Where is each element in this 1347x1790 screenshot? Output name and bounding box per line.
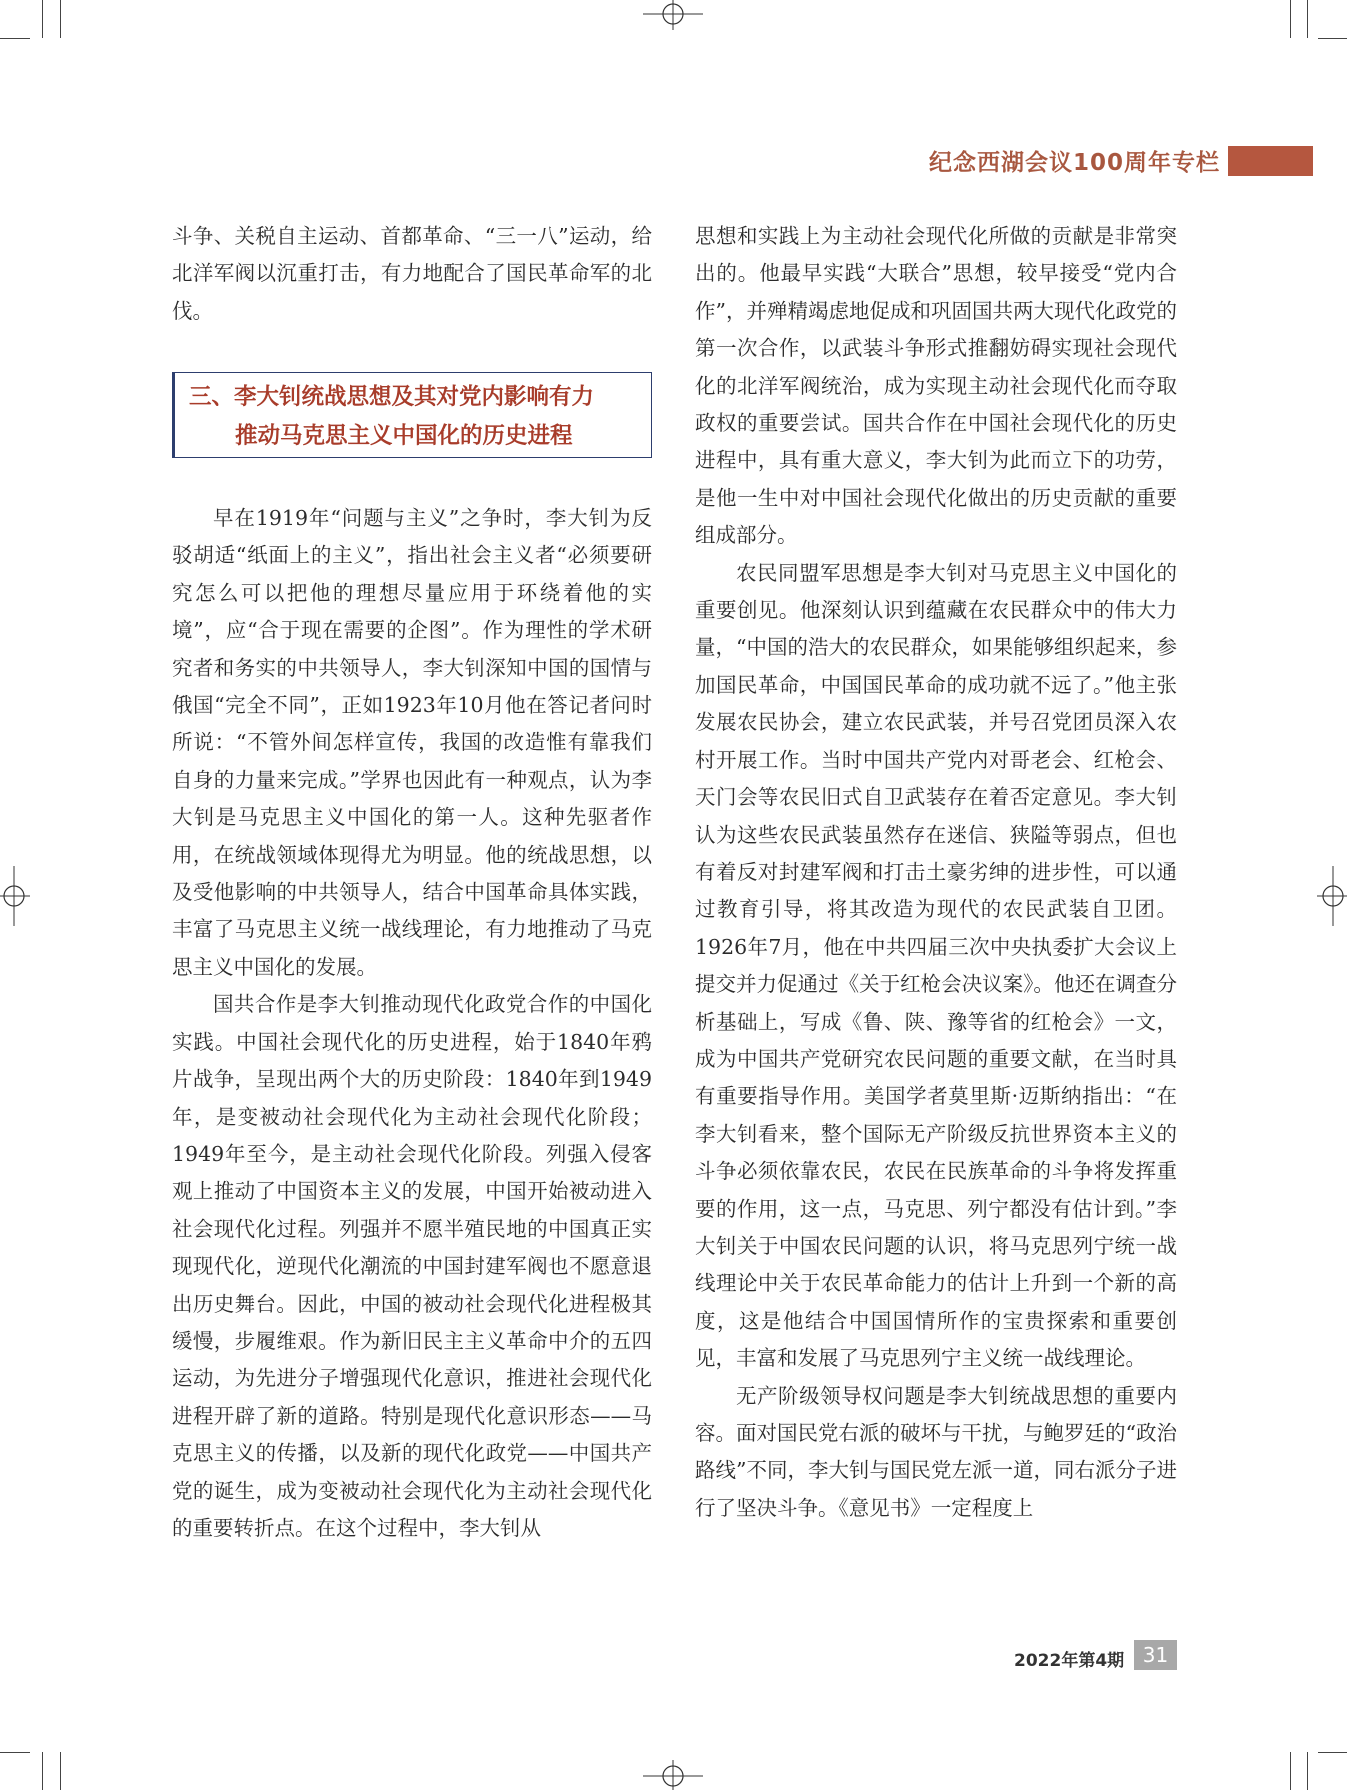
crop-mark-bottom-left-v [42,1752,43,1790]
crop-mark-bottom-left-h [0,1752,30,1753]
crop-mark-top-left-v [42,0,43,38]
section-heading [185,378,645,456]
crop-mark-top-left-h [0,38,30,39]
registration-mark-top-icon [643,0,703,30]
section-heading-line-1: 三、李大钊统战思想及其对党内影响有力 [189,384,595,410]
left-column [172,218,652,330]
paragraph: 斗争、关税自主运动、首都革命、“三一八”运动，给北洋军阀以沉重打击，有力地配合了国民革命军的北伐。 [172,224,652,323]
right-column [695,218,1177,1527]
paragraph: 思想和实践上为主动社会现代化所做的贡献是非常突出的。他最早实践“大联合”思想，较早接受“党内合作”，并殚精竭虑地促成和巩固国共两大现代化政党的第一次合作，以武装斗争形式推翻妨碍实现社会现代化的北洋军阀统治，成为实现主动社会现代化而夺取政权的重要尝试。国共合作在中国社会现代化的历史进程中，具有重大意义，李大钊为此而立下的功劳，是他一生中对中国社会现代化做出的历史贡献的重要组成部分。 [695,224,1177,548]
crop-mark-bottom-right-v2 [1307,1752,1308,1790]
registration-mark-right-icon [1317,866,1347,926]
crop-mark-top-right-h [1318,38,1347,39]
paragraph: 早在1919年“问题与主义”之争时，李大钊为反驳胡适“纸面上的主义”，指出社会主义者“必须要研究怎么可以把他的理想尽量应用于环绕着他的实境”，应“合于现在需要的企图”。作为理性的学术研究者和务实的中共领导人，李大钊深知中国的国情与俄国“完全不同”，正如1923年10月他在答记者问时所说：“不管外间怎样宣传，我国的改造惟有靠我们自身的力量来完成。”学界也因此有一种观点，认为李大钊是马克思主义中国化的第一人。这种先驱者作用，在统战领域体现得尤为明显。他的统战思想，以及受他影响的中共领导人，结合中国革命具体实践，丰富了马克思主义统一战线理论，有力地推动了马克思主义中国化的发展。 [172,506,652,979]
page-number: 31 [1134,1640,1177,1670]
paragraph: 农民同盟军思想是李大钊对马克思主义中国化的重要创见。他深刻认识到蕴藏在农民群众中的伟大力量，“中国的浩大的农民群众，如果能够组织起来，参加国民革命，中国国民革命的成功就不远了。”他主张发展农民协会，建立农民武装，并号召党团员深入农村开展工作。当时中国共产党内对哥老会、红枪会、天门会等农民旧式自卫武装存在着否定意见。李大钊认为这些农民武装虽然存在迷信、狭隘等弱点，但也有着反对封建军阀和打击土豪劣绅的进步性，可以通过教育引导，将其改造为现代的农民武装自卫团。1926年7月，他在中共四届三次中央执委扩大会议上提交并力促通过《关于红枪会决议案》。他还在调查分析基础上，写成《鲁、陕、豫等省的红枪会》一文，成为中国共产党研究农民问题的重要文献，在当时具有重要指导作用。美国学者莫里斯·迈斯纳指出：“在李大钊看来，整个国际无产阶级反抗世界资本主义的斗争必须依靠农民，农民在民族革命的斗争将发挥重要的作用，这一点，马克思、列宁都没有估计到。”李大钊关于中国农民问题的认识，将马克思列宁统一战线理论中关于农民革命能力的估计上升到一个新的高度，这是他结合中国国情所作的宝贵探索和重要创见，丰富和发展了马克思列宁主义统一战线理论。 [695,560,1177,1371]
section-heading-line-2: 推动马克思主义中国化的历史进程 [235,423,573,449]
paragraph: 国共合作是李大钊推动现代化政党合作的中国化实践。中国社会现代化的历史进程，始于1840年鸦片战争，呈现出两个大的历史阶段：1840年到1949年，是变被动社会现代化为主动社会现代化阶段；1949年至今，是主动社会现代化阶段。列强入侵客观上推动了中国资本主义的发展，中国开始被动进入社会现代化过程。列强并不愿半殖民地的中国真正实现现代化，逆现代化潮流的中国封建军阀也不愿意退出历史舞台。因此，中国的被动社会现代化进程极其缓慢，步履维艰。作为新旧民主主义革命中介的五四运动，为先进分子增强现代化意识，推进社会现代化进程开辟了新的道路。特别是现代化意识形态——马克思主义的传播，以及新的现代化政党——中国共产党的诞生，成为变被动社会现代化为主动社会现代化的重要转折点。在这个过程中，李大钊从 [172,992,652,1540]
crop-mark-top-right-v [1290,0,1291,38]
crop-mark-bottom-right-v [1290,1752,1291,1790]
registration-mark-left-icon [0,866,30,926]
crop-mark-bottom-right-h [1318,1752,1347,1753]
registration-mark-bottom-icon [643,1760,703,1790]
column-title: 纪念西湖会议100周年专栏 [928,150,1220,176]
header-accent-bar [1228,146,1313,176]
crop-mark-top-right-v2 [1307,0,1308,38]
crop-mark-bottom-left-v2 [60,1752,61,1790]
paragraph: 无产阶级领导权问题是李大钊统战思想的重要内容。面对国民党右派的破坏与干扰，与鲍罗廷的“政治路线”不同，李大钊与国民党左派一道，同右派分子进行了坚决斗争。《意见书》一定程度上 [695,1383,1177,1520]
issue-label: 2022年第4期 [1014,1651,1125,1671]
left-column-body [172,500,652,1547]
crop-mark-top-left-v2 [60,0,61,38]
